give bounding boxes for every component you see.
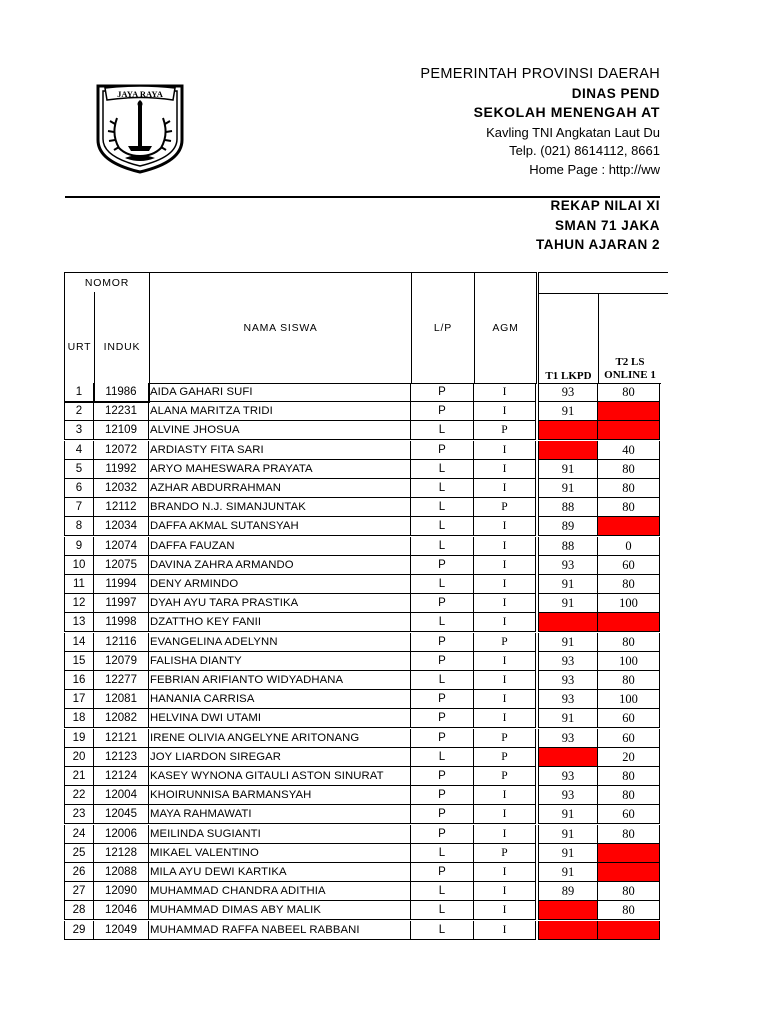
row-number-cell: 9 (64, 537, 94, 556)
column-header-induk: INDUK (94, 292, 150, 403)
induk-cell: 11994 (94, 575, 149, 594)
induk-cell: 12231 (94, 402, 149, 421)
student-name-cell: IRENE OLIVIA ANGELYNE ARITONANG (149, 729, 411, 748)
religion-cell: I (474, 575, 536, 594)
t2-score-cell: 60 (598, 805, 660, 824)
religion-cell: I (474, 383, 536, 402)
gender-cell: P (411, 709, 474, 728)
report-school: SMAN 71 JAKA (554, 218, 660, 233)
gender-cell: P (411, 633, 474, 652)
t2-score-cell: 80 (598, 901, 660, 920)
religion-cell: P (474, 498, 536, 517)
induk-cell: 12090 (94, 882, 149, 901)
t1-score-cell: 91 (538, 402, 598, 421)
student-name-cell: HELVINA DWI UTAMI (149, 709, 411, 728)
induk-cell: 12112 (94, 498, 149, 517)
t2-score-cell: 80 (598, 479, 660, 498)
induk-cell: 12006 (94, 825, 149, 844)
t1-score-cell: 93 (538, 729, 598, 748)
student-name-cell: KHOIRUNNISA BARMANSYAH (149, 786, 411, 805)
t2-score-cell: 60 (598, 556, 660, 575)
induk-cell: 11997 (94, 594, 149, 613)
row-number-cell: 6 (64, 479, 94, 498)
t1-score-cell (538, 748, 598, 767)
induk-cell: 12074 (94, 537, 149, 556)
induk-cell: 12082 (94, 709, 149, 728)
t2-header-line2: ONLINE 1 (604, 369, 656, 381)
induk-cell: 12121 (94, 729, 149, 748)
t1-score-cell: 93 (538, 786, 598, 805)
induk-cell: 11992 (94, 460, 149, 479)
row-number-cell: 19 (64, 729, 94, 748)
t1-score-cell: 93 (538, 690, 598, 709)
t2-score-cell (598, 921, 660, 940)
t1-score-cell (538, 901, 598, 920)
t2-score-cell: 40 (598, 441, 660, 460)
t1-score-cell (538, 441, 598, 460)
student-name-cell: FEBRIAN ARIFIANTO WIDYADHANA (149, 671, 411, 690)
t2-score-cell (598, 402, 660, 421)
t1-score-cell: 88 (538, 498, 598, 517)
row-number-cell: 10 (64, 556, 94, 575)
gender-cell: P (411, 652, 474, 671)
t1-score-cell (538, 921, 598, 940)
religion-cell: I (474, 805, 536, 824)
row-number-cell: 20 (64, 748, 94, 767)
religion-cell: P (474, 421, 536, 440)
student-name-cell: DAVINA ZAHRA ARMANDO (149, 556, 411, 575)
row-number-cell: 26 (64, 863, 94, 882)
row-number-cell: 18 (64, 709, 94, 728)
header-government-line: PEMERINTAH PROVINSI DAERAH (420, 66, 660, 82)
student-name-cell: ARDIASTY FITA SARI (149, 441, 411, 460)
t2-score-cell: 80 (598, 767, 660, 786)
induk-cell: 12004 (94, 786, 149, 805)
religion-cell: I (474, 556, 536, 575)
induk-cell: 12032 (94, 479, 149, 498)
row-number-cell: 25 (64, 844, 94, 863)
row-number-cell: 2 (64, 402, 94, 421)
header-address-line: Kavling TNI Angkatan Laut Du (486, 125, 660, 140)
religion-cell: I (474, 402, 536, 421)
t2-score-cell: 60 (598, 729, 660, 748)
gender-cell: P (411, 825, 474, 844)
student-name-cell: DAFFA AKMAL SUTANSYAH (149, 517, 411, 536)
student-name-cell: MEILINDA SUGIANTI (149, 825, 411, 844)
gender-cell: L (411, 498, 474, 517)
induk-cell: 12116 (94, 633, 149, 652)
column-header-agm: AGM (474, 272, 537, 384)
induk-cell: 12046 (94, 901, 149, 920)
row-number-cell: 27 (64, 882, 94, 901)
religion-cell: I (474, 825, 536, 844)
student-name-cell: KASEY WYNONA GITAULI ASTON SINURAT (149, 767, 411, 786)
student-name-cell: MAYA RAHMAWATI (149, 805, 411, 824)
gender-cell: P (411, 383, 474, 402)
gender-cell: L (411, 882, 474, 901)
t2-score-cell: 80 (598, 460, 660, 479)
t1-score-cell: 91 (538, 709, 598, 728)
religion-cell: I (474, 537, 536, 556)
religion-cell: I (474, 901, 536, 920)
t1-score-cell: 93 (538, 383, 598, 402)
t2-score-cell (598, 863, 660, 882)
induk-cell: 12081 (94, 690, 149, 709)
religion-cell: I (474, 709, 536, 728)
row-number-cell: 8 (64, 517, 94, 536)
row-number-cell: 29 (64, 921, 94, 940)
student-name-cell: FALISHA DIANTY (149, 652, 411, 671)
student-name-cell: DZATTHO KEY FANII (149, 613, 411, 632)
row-number-cell: 7 (64, 498, 94, 517)
religion-cell: P (474, 844, 536, 863)
induk-cell: 12124 (94, 767, 149, 786)
religion-cell: I (474, 671, 536, 690)
gender-cell: L (411, 421, 474, 440)
religion-cell: P (474, 729, 536, 748)
religion-cell: I (474, 479, 536, 498)
t1-score-cell: 89 (538, 882, 598, 901)
t1-score-cell: 91 (538, 844, 598, 863)
column-group-header (538, 272, 668, 294)
gender-cell: L (411, 479, 474, 498)
student-name-cell: AIDA GAHARI SUFI (149, 383, 411, 402)
row-number-cell: 4 (64, 441, 94, 460)
report-title: REKAP NILAI XI (550, 198, 660, 213)
t2-score-cell (598, 844, 660, 863)
t2-score-cell: 100 (598, 594, 660, 613)
row-number-cell: 13 (64, 613, 94, 632)
gender-cell: L (411, 613, 474, 632)
gender-cell: L (411, 460, 474, 479)
gender-cell: L (411, 517, 474, 536)
induk-cell: 12049 (94, 921, 149, 940)
induk-cell: 12034 (94, 517, 149, 536)
induk-cell: 11998 (94, 613, 149, 632)
student-name-cell: ALANA MARITZA TRIDI (149, 402, 411, 421)
religion-cell: I (474, 882, 536, 901)
logo-text: JAYA RAYA (117, 89, 163, 99)
header-phone-line: Telp. (021) 8614112, 8661 (509, 143, 660, 158)
induk-cell: 12123 (94, 748, 149, 767)
religion-cell: I (474, 460, 536, 479)
t2-score-cell: 80 (598, 786, 660, 805)
t2-score-cell: 100 (598, 652, 660, 671)
religion-cell: I (474, 613, 536, 632)
t2-score-cell: 80 (598, 825, 660, 844)
t2-score-cell (598, 517, 660, 536)
t2-score-cell: 80 (598, 498, 660, 517)
student-name-cell: MUHAMMAD DIMAS ABY MALIK (149, 901, 411, 920)
gender-cell: L (411, 921, 474, 940)
religion-cell: I (474, 652, 536, 671)
t2-score-cell: 80 (598, 575, 660, 594)
student-name-cell: ARYO MAHESWARA PRAYATA (149, 460, 411, 479)
induk-cell: 12128 (94, 844, 149, 863)
column-header-urt: URT (64, 292, 95, 403)
induk-cell: 12277 (94, 671, 149, 690)
t1-score-cell: 93 (538, 652, 598, 671)
row-number-cell: 14 (64, 633, 94, 652)
t1-score-cell: 93 (538, 767, 598, 786)
row-number-cell: 28 (64, 901, 94, 920)
religion-cell: I (474, 863, 536, 882)
student-name-cell: HANANIA CARRISA (149, 690, 411, 709)
t1-score-cell: 91 (538, 575, 598, 594)
column-header-lp: L/P (411, 272, 475, 384)
student-name-cell: DENY ARMINDO (149, 575, 411, 594)
induk-cell: 12088 (94, 863, 149, 882)
t1-score-cell: 91 (538, 805, 598, 824)
student-name-cell: DAFFA FAUZAN (149, 537, 411, 556)
student-name-cell: EVANGELINA ADELYNN (149, 633, 411, 652)
t1-score-cell: 91 (538, 863, 598, 882)
gender-cell: P (411, 402, 474, 421)
column-header-nomor: NOMOR (64, 272, 150, 293)
religion-cell: P (474, 767, 536, 786)
t1-score-cell (538, 613, 598, 632)
gender-cell: P (411, 767, 474, 786)
t2-score-cell: 80 (598, 633, 660, 652)
gender-cell: P (411, 594, 474, 613)
gender-cell: P (411, 441, 474, 460)
row-number-cell: 3 (64, 421, 94, 440)
induk-cell: 12072 (94, 441, 149, 460)
t2-score-cell (598, 613, 660, 632)
student-name-cell: MIKAEL VALENTINO (149, 844, 411, 863)
t1-score-cell (538, 421, 598, 440)
t2-score-cell: 60 (598, 709, 660, 728)
t1-score-cell: 93 (538, 556, 598, 575)
t1-score-cell: 91 (538, 460, 598, 479)
religion-cell: I (474, 786, 536, 805)
student-name-cell: MILA AYU DEWI KARTIKA (149, 863, 411, 882)
gender-cell: P (411, 786, 474, 805)
row-number-cell: 16 (64, 671, 94, 690)
row-number-cell: 23 (64, 805, 94, 824)
student-name-cell: JOY LIARDON SIREGAR (149, 748, 411, 767)
header-department-line: DINAS PEND (571, 86, 660, 101)
row-number-cell: 15 (64, 652, 94, 671)
t1-score-cell: 93 (538, 671, 598, 690)
gender-cell: P (411, 556, 474, 575)
t1-score-cell: 91 (538, 633, 598, 652)
column-header-t1-lkpd: T1 LKPD (538, 293, 599, 384)
row-number-cell: 21 (64, 767, 94, 786)
gender-cell: P (411, 729, 474, 748)
student-name-cell: AZHAR ABDURRAHMAN (149, 479, 411, 498)
religion-cell: P (474, 633, 536, 652)
gender-cell: L (411, 671, 474, 690)
student-name-cell: MUHAMMAD RAFFA NABEEL RABBANI (149, 921, 411, 940)
row-number-cell: 17 (64, 690, 94, 709)
t1-score-cell: 91 (538, 825, 598, 844)
header-homepage-line: Home Page : http://ww (529, 162, 660, 177)
row-number-cell: 11 (64, 575, 94, 594)
header-school-line: SEKOLAH MENENGAH AT (473, 104, 660, 120)
row-number-cell: 12 (64, 594, 94, 613)
t2-score-cell: 80 (598, 882, 660, 901)
student-name-cell: DYAH AYU TARA PRASTIKA (149, 594, 411, 613)
religion-cell: I (474, 441, 536, 460)
row-number-cell: 24 (64, 825, 94, 844)
religion-cell: I (474, 921, 536, 940)
t2-score-cell: 100 (598, 690, 660, 709)
row-number-cell: 5 (64, 460, 94, 479)
t1-score-cell: 91 (538, 479, 598, 498)
t2-score-cell: 80 (598, 671, 660, 690)
t2-score-cell: 20 (598, 748, 660, 767)
gender-cell: L (411, 844, 474, 863)
gender-cell: L (411, 575, 474, 594)
gender-cell: L (411, 748, 474, 767)
gender-cell: L (411, 901, 474, 920)
row-number-cell: 22 (64, 786, 94, 805)
induk-cell: 12045 (94, 805, 149, 824)
student-name-cell: BRANDO N.J. SIMANJUNTAK (149, 498, 411, 517)
report-academic-year: TAHUN AJARAN 2 (535, 237, 660, 252)
t2-score-cell: 80 (598, 383, 660, 402)
t2-score-cell (598, 421, 660, 440)
religion-cell: I (474, 690, 536, 709)
gender-cell: P (411, 690, 474, 709)
induk-cell: 12109 (94, 421, 149, 440)
induk-cell: 12079 (94, 652, 149, 671)
t1-score-cell: 89 (538, 517, 598, 536)
t2-header-line1: T2 LS (615, 356, 645, 368)
student-name-cell: ALVINE JHOSUA (149, 421, 411, 440)
column-header-nama-siswa: NAMA SISWA (149, 272, 412, 384)
column-header-t2-ls-online (598, 293, 661, 384)
gender-cell: P (411, 805, 474, 824)
t2-score-cell: 0 (598, 537, 660, 556)
gender-cell: L (411, 537, 474, 556)
student-name-cell: MUHAMMAD CHANDRA ADITHIA (149, 882, 411, 901)
religion-cell: I (474, 594, 536, 613)
t1-score-cell: 91 (538, 594, 598, 613)
induk-cell: 12075 (94, 556, 149, 575)
religion-cell: I (474, 517, 536, 536)
religion-cell: P (474, 748, 536, 767)
gender-cell: P (411, 863, 474, 882)
induk-cell: 11986 (94, 383, 149, 402)
row-number-cell: 1 (64, 383, 94, 402)
t1-score-cell: 88 (538, 537, 598, 556)
